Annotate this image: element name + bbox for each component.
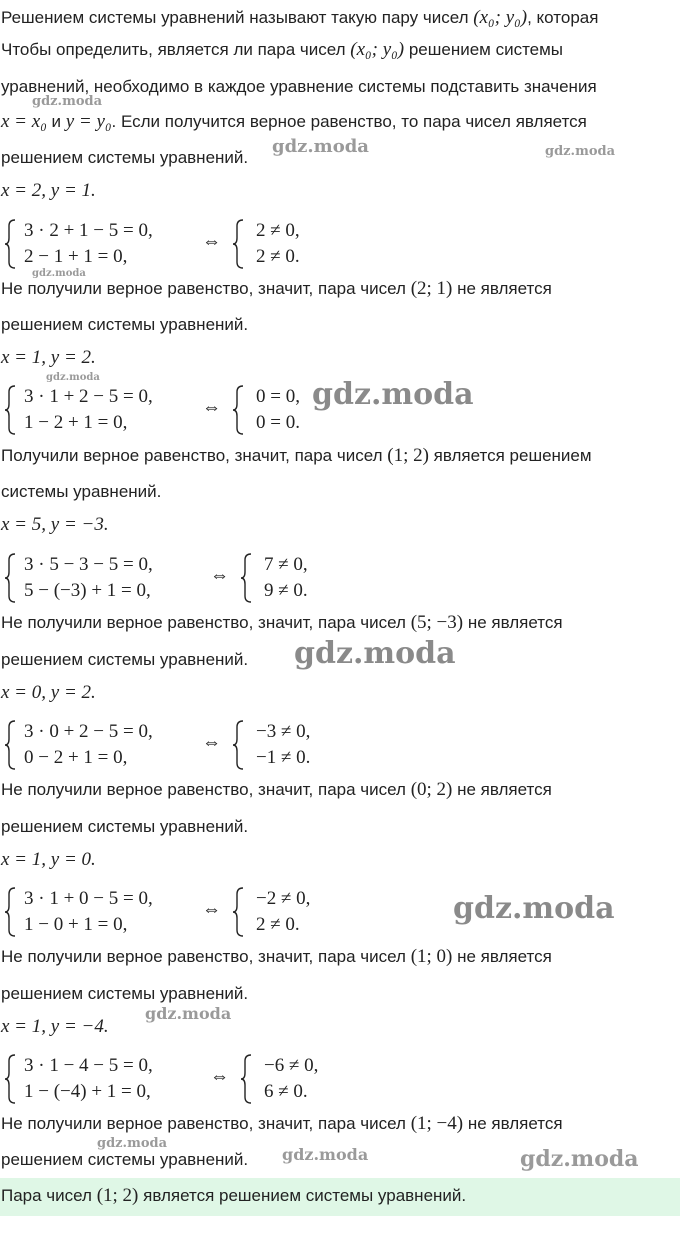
watermark: gdz.moda: [282, 1145, 369, 1164]
equivalence-symbol: ⇔: [202, 231, 221, 252]
case-5-conclusion: Не получили верное равенство, значит, пара чисел (1; 0) не является: [1, 946, 552, 967]
watermark: gdz.moda: [145, 1004, 232, 1023]
watermark: gdz.moda: [46, 372, 100, 383]
case-3-res-1: 7 ≠ 0,: [264, 554, 308, 575]
watermark: gdz.moda: [312, 377, 474, 412]
case-1-eq-1: 3 · 2 + 1 − 5 = 0,: [24, 220, 153, 241]
equivalence-symbol: ⇔: [202, 732, 221, 753]
case-4-eq-2: 0 − 2 + 1 = 0,: [24, 747, 128, 768]
case-4-conclusion-2: решением системы уравнений.: [1, 817, 249, 836]
intro-line-1: Решением системы уравнений называют такую пару чисел (x₀; y₀), которая: [1, 7, 599, 28]
answer-box: [0, 1178, 680, 1216]
case-6-system: [4, 1054, 424, 1104]
case-6-res-2: 6 ≠ 0.: [264, 1081, 308, 1102]
case-5-res-2: 2 ≠ 0.: [256, 914, 300, 935]
case-2-res-1: 0 = 0,: [256, 386, 300, 407]
case-6-eq-2: 1 − (−4) + 1 = 0,: [24, 1081, 151, 1102]
watermark: gdz.moda: [97, 1136, 168, 1151]
watermark: gdz.moda: [294, 636, 456, 671]
left-brace-icon: [232, 219, 244, 269]
watermark: gdz.moda: [32, 268, 86, 279]
watermark: gdz.moda: [520, 1146, 639, 1172]
case-3-conclusion-2: решением системы уравнений.: [1, 650, 249, 669]
left-brace-icon: [4, 553, 16, 603]
intro-line-2: Чтобы определить, является ли пара чисел (x₀; y₀) решением системы: [1, 39, 564, 60]
case-1-assignment: x = 2, y = 1.: [1, 180, 96, 201]
intro-line-5: решением системы уравнений.: [1, 148, 249, 167]
equivalence-symbol: ⇔: [202, 397, 221, 418]
intro-line-4: x = x₀ и y = y₀. Если получится верное равенство, то пара чисел является: [1, 111, 587, 132]
case-2-eq-2: 1 − 2 + 1 = 0,: [24, 412, 128, 433]
left-brace-icon: [4, 720, 16, 770]
watermark: gdz.moda: [545, 144, 616, 159]
watermark: gdz.moda: [453, 891, 615, 926]
case-3-eq-1: 3 · 5 − 3 − 5 = 0,: [24, 554, 153, 575]
left-brace-icon: [232, 720, 244, 770]
left-brace-icon: [240, 553, 252, 603]
case-2-assignment: x = 1, y = 2.: [1, 347, 96, 368]
left-brace-icon: [232, 385, 244, 435]
case-4-res-2: −1 ≠ 0.: [256, 747, 311, 768]
answer-text: Пара чисел (1; 2) является решением системы уравнений.: [1, 1185, 467, 1206]
case-2-conclusion-2: системы уравнений.: [1, 482, 162, 501]
case-1-eq-2: 2 − 1 + 1 = 0,: [24, 246, 128, 267]
equivalence-symbol: ⇔: [210, 1066, 229, 1087]
left-brace-icon: [4, 385, 16, 435]
case-4-res-1: −3 ≠ 0,: [256, 721, 311, 742]
case-4-assignment: x = 0, y = 2.: [1, 682, 96, 703]
equivalence-symbol: ⇔: [210, 565, 229, 586]
case-3-res-2: 9 ≠ 0.: [264, 580, 308, 601]
case-5-assignment: x = 1, y = 0.: [1, 849, 96, 870]
case-4-system: [4, 720, 424, 770]
case-5-eq-1: 3 · 1 + 0 − 5 = 0,: [24, 888, 153, 909]
case-4-conclusion: Не получили верное равенство, значит, пара чисел (0; 2) не является: [1, 779, 552, 800]
left-brace-icon: [232, 887, 244, 937]
left-brace-icon: [4, 1054, 16, 1104]
case-3-conclusion: Не получили верное равенство, значит, пара чисел (5; −3) не является: [1, 612, 563, 633]
case-4-eq-1: 3 · 0 + 2 − 5 = 0,: [24, 721, 153, 742]
case-3-assignment: x = 5, y = −3.: [1, 514, 109, 535]
case-1-res-1: 2 ≠ 0,: [256, 220, 300, 241]
case-1-conclusion-2: решением системы уравнений.: [1, 315, 249, 334]
case-2-conclusion: Получили верное равенство, значит, пара чисел (1; 2) является решением: [1, 445, 592, 466]
case-3-eq-2: 5 − (−3) + 1 = 0,: [24, 580, 151, 601]
left-brace-icon: [4, 887, 16, 937]
case-6-eq-1: 3 · 1 − 4 − 5 = 0,: [24, 1055, 153, 1076]
case-1-res-2: 2 ≠ 0.: [256, 246, 300, 267]
left-brace-icon: [4, 219, 16, 269]
case-1-conclusion: Не получили верное равенство, значит, пара чисел (2; 1) не является: [1, 278, 552, 299]
watermark: gdz.moda: [32, 94, 103, 109]
case-5-eq-2: 1 − 0 + 1 = 0,: [24, 914, 128, 935]
left-brace-icon: [240, 1054, 252, 1104]
case-6-assignment: x = 1, y = −4.: [1, 1016, 109, 1037]
equivalence-symbol: ⇔: [202, 899, 221, 920]
case-6-conclusion-2: решением системы уравнений.: [1, 1150, 249, 1169]
case-5-conclusion-2: решением системы уравнений.: [1, 984, 249, 1003]
case-2-eq-1: 3 · 1 + 2 − 5 = 0,: [24, 386, 153, 407]
case-1-system: [4, 219, 424, 269]
intro-line-3: уравнений, необходимо в каждое уравнение системы подставить значения: [1, 77, 597, 96]
case-6-conclusion: Не получили верное равенство, значит, пара чисел (1; −4) не является: [1, 1113, 563, 1134]
case-5-res-1: −2 ≠ 0,: [256, 888, 311, 909]
case-2-res-2: 0 = 0.: [256, 412, 300, 433]
watermark: gdz.moda: [272, 136, 369, 157]
case-6-res-1: −6 ≠ 0,: [264, 1055, 319, 1076]
case-5-system: [4, 887, 424, 937]
case-3-system: [4, 553, 424, 603]
